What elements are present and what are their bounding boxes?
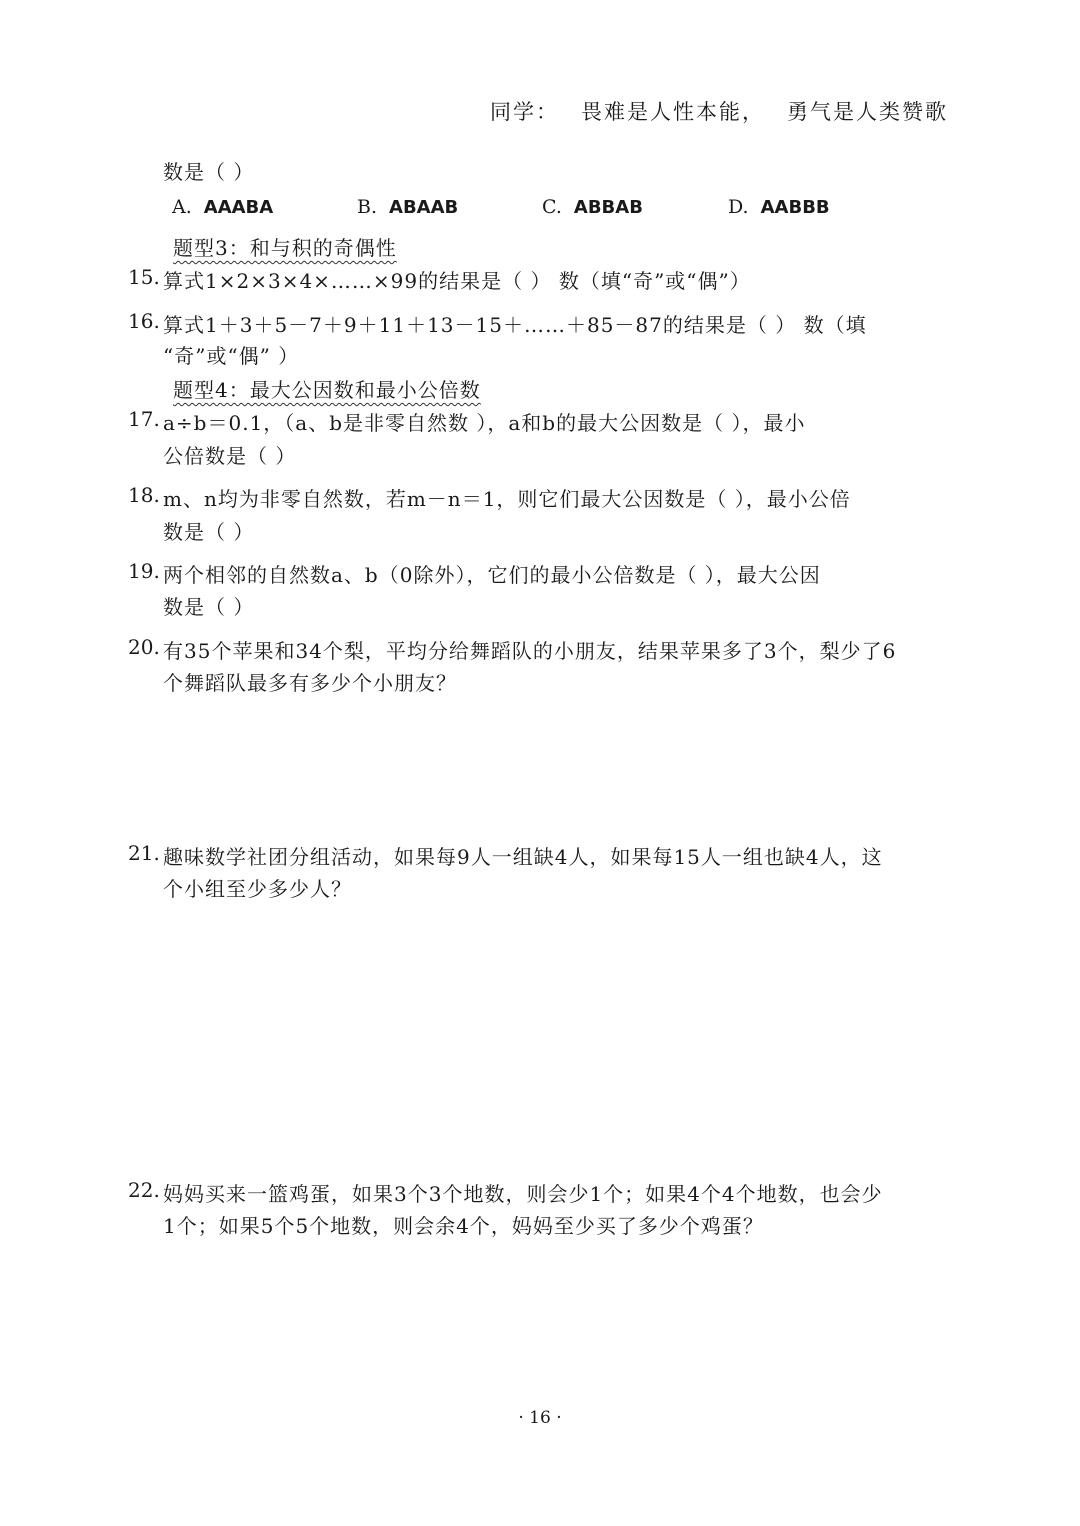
option-d-label: D. bbox=[728, 196, 749, 218]
q21-line1: 趣味数学社团分组活动，如果每9人一组缺4人，如果每15人一组也缺4人，这 bbox=[163, 845, 883, 869]
q16-line2: “奇”或“偶” ） bbox=[163, 344, 300, 368]
section-4-heading: 题型4：最大公因数和最小公倍数 bbox=[173, 378, 481, 402]
q16-number: 16. bbox=[128, 309, 160, 333]
q18-line2: 数是（ ） bbox=[163, 520, 255, 544]
option-d-value: AABBB bbox=[760, 197, 830, 218]
q21-number: 21. bbox=[128, 841, 160, 865]
option-a-value: AAABA bbox=[203, 197, 274, 218]
q15-line1: 算式1×2×3×4×……×99的结果是（ ） 数（填“奇”或“偶”） bbox=[163, 269, 751, 293]
q20-line2: 个舞蹈队最多有多少个小朋友？ bbox=[163, 671, 457, 695]
option-d bbox=[728, 196, 830, 218]
q20-number: 20. bbox=[128, 635, 160, 659]
q19-line1: 两个相邻的自然数a、b（0除外），它们的最小公倍数是（ ），最大公因 bbox=[163, 563, 821, 587]
option-a-label: A. bbox=[172, 196, 192, 218]
q22-line1: 妈妈买来一篮鸡蛋，如果3个3个地数，则会少1个；如果4个4个地数，也会少 bbox=[163, 1182, 883, 1206]
q18-number: 18. bbox=[128, 483, 160, 507]
header-left: 同学： bbox=[490, 100, 559, 124]
q17-number: 17. bbox=[128, 407, 160, 431]
q22-line2: 1个；如果5个5个地数，则会余4个，妈妈至少买了多少个鸡蛋？ bbox=[163, 1214, 764, 1238]
option-c bbox=[542, 196, 643, 218]
q22-number: 22. bbox=[128, 1178, 160, 1202]
header-mid: 畏难是人性本能， bbox=[581, 100, 765, 124]
option-c-label: C. bbox=[542, 196, 562, 218]
q17-line2: 公倍数是（ ） bbox=[163, 444, 297, 468]
q21-line2: 个小组至少多少人？ bbox=[163, 877, 352, 901]
q16-line1: 算式1＋3＋5－7＋9＋11＋13－15＋……＋85－87的结果是（ ） 数（填 bbox=[163, 313, 867, 337]
option-b-label: B. bbox=[357, 196, 378, 218]
option-b bbox=[357, 196, 458, 218]
option-a bbox=[172, 196, 273, 218]
page-number: · 16 · bbox=[518, 1408, 562, 1428]
option-b-value: ABAAB bbox=[389, 197, 459, 218]
q18-line1: m、n均为非零自然数，若m－n＝1，则它们最大公因数是（ ），最小公倍 bbox=[163, 487, 851, 511]
q15-number: 15. bbox=[128, 265, 160, 289]
q20-line1: 有35个苹果和34个梨，平均分给舞蹈队的小朋友，结果苹果多了3个，梨少了6 bbox=[163, 639, 897, 663]
option-c-value: ABBAB bbox=[573, 197, 643, 218]
q17-line1: a÷b＝0.1，（a、b是非零自然数 ），a和b的最大公因数是（ ），最小 bbox=[163, 411, 806, 435]
page-header bbox=[490, 96, 948, 126]
section-3-heading: 题型3：和与积的奇偶性 bbox=[173, 236, 397, 260]
header-right: 勇气是人类赞歌 bbox=[787, 100, 948, 124]
q19-number: 19. bbox=[128, 559, 160, 583]
q19-line2: 数是（ ） bbox=[163, 595, 255, 619]
q14-tail: 数是（ ） bbox=[163, 160, 255, 184]
